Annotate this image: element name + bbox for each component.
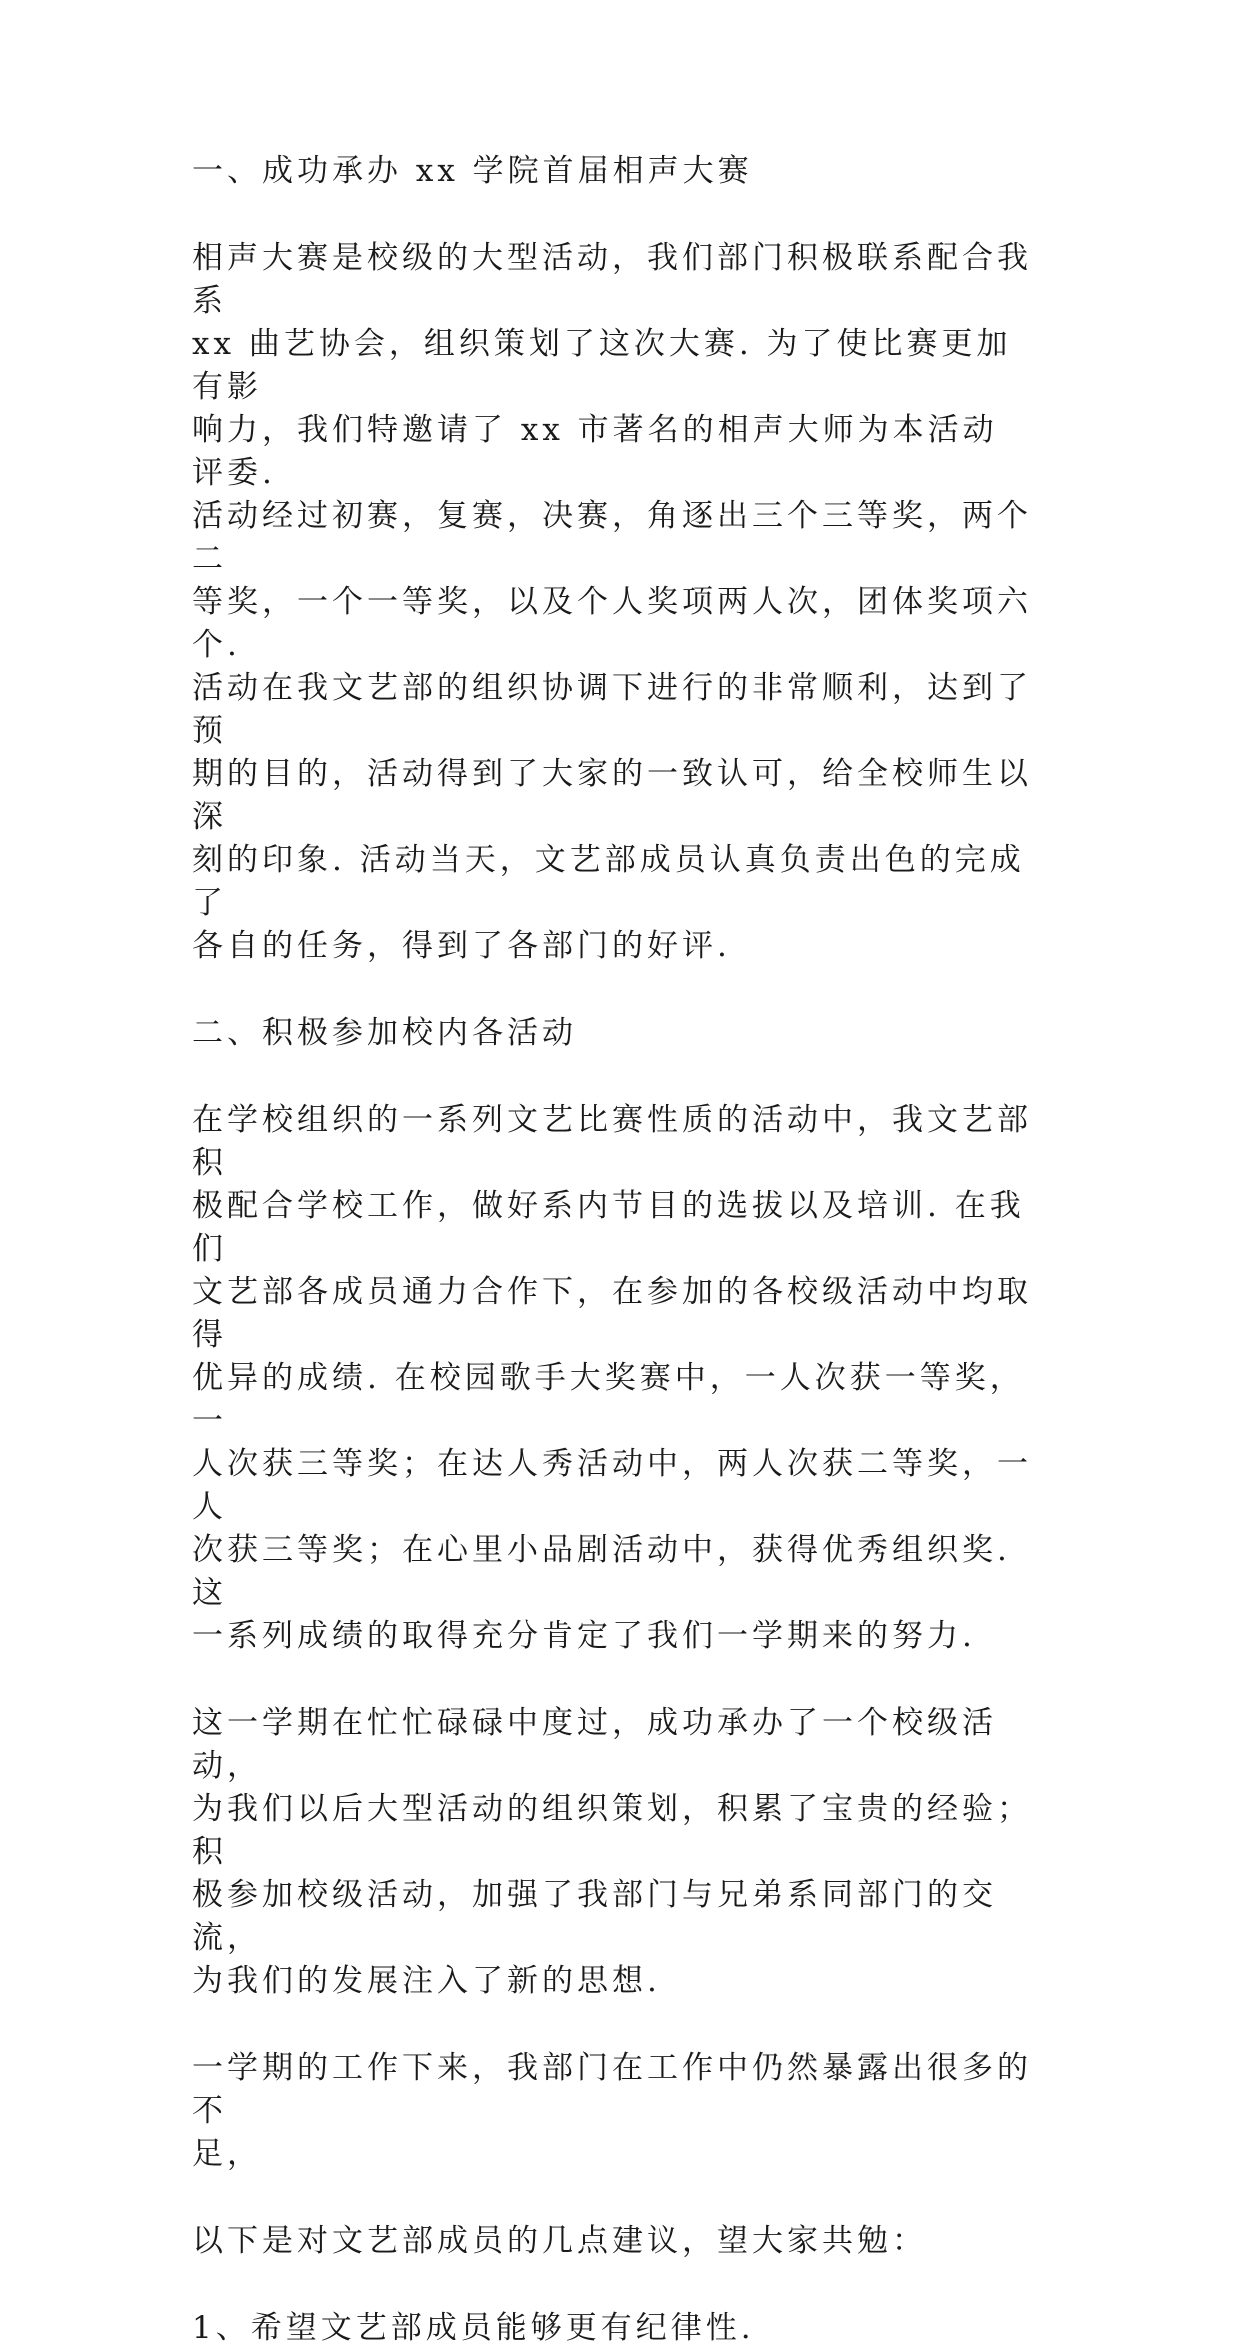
spacer — [192, 968, 1032, 1012]
paragraph-1: 相声大赛是校级的大型活动，我们部门积极联系配合我系 xx 曲艺协会，组织策划了这次大赛. 为了使比赛更加有影 响力，我们特邀请了 xx 市著名的相声大师为本活动评委. 活动经过初赛，复赛，决赛，角逐出三个三等奖，两个二 等奖，一个一等奖，以及个人奖项两人次，团体奖项六个. 活动在我文艺部的组织协调下进行的非常顺利，达到了预 期的目的，活动得到了大家的一致认可，给全校师生以深 刻的印象. 活动当天，文艺部成员认真负责出色的完成了 各自的任务，得到了各部门的好评. — [192, 240, 1032, 964]
paragraph-2: 在学校组织的一系列文艺比赛性质的活动中，我文艺部积 极配合学校工作，做好系内节目的选拔以及培训. 在我们 文艺部各成员通力合作下，在参加的各校级活动中均取得 优异的成绩. 在校园歌手大奖赛中，一人次获一等奖，一 人次获三等奖；在达人秀活动中，两人次获二等奖，一人 次获三等奖；在心里小品剧活动中，获得优秀组织奖. 这 一系列成绩的取得充分肯定了我们一学期来的努力. — [192, 1102, 1032, 1654]
spacer — [192, 2263, 1032, 2307]
section-heading-1: 一、成功承办 xx 学院首届相声大赛 — [192, 153, 753, 189]
spacer — [192, 1055, 1032, 1099]
paragraph-5: 以下是对文艺部成员的几点建议，望大家共勉： — [192, 2223, 927, 2259]
document-body — [192, 150, 1032, 2350]
paragraph-6: 1、希望文艺部成员能够更有纪律性. — [192, 2310, 755, 2346]
paragraph-4: 一学期的工作下来，我部门在工作中仍然暴露出很多的不 足， — [192, 2050, 1032, 2172]
section-heading-2: 二、积极参加校内各活动 — [192, 1015, 577, 1051]
spacer — [192, 193, 1032, 237]
spacer — [192, 1658, 1032, 1702]
paragraph-3: 这一学期在忙忙碌碌中度过，成功承办了一个校级活动， 为我们以后大型活动的组织策划，积累了宝贵的经验；积 极参加校级活动，加强了我部门与兄弟系同部门的交流， 为我们的发展注入了新的思想. — [192, 1705, 1032, 1999]
spacer — [192, 2176, 1032, 2220]
spacer — [192, 2003, 1032, 2047]
